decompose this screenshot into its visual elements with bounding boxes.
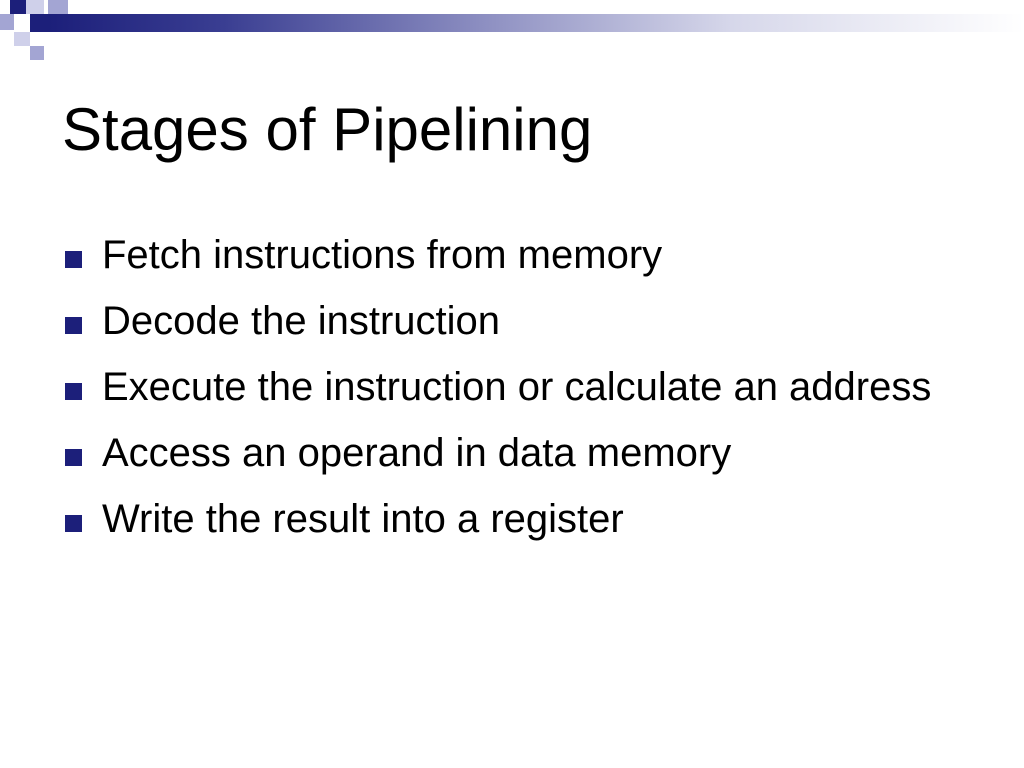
square-bullet-icon [65, 449, 82, 466]
bullet-item [64, 296, 944, 346]
bullet-text: Decode the instruction [102, 299, 501, 343]
square-bullet-icon [65, 251, 82, 268]
square-bullet-icon [65, 515, 82, 532]
header-gradient-bar [48, 14, 1024, 32]
bullet-item [64, 362, 944, 412]
square-bullet-icon [65, 317, 82, 334]
bullet-text: Fetch instructions from memory [102, 233, 663, 277]
bullet-item [64, 428, 944, 478]
bullet-text: Access an operand in data memory [102, 431, 732, 475]
bullet-text: Write the result into a register [102, 497, 624, 541]
bullet-item [64, 494, 944, 544]
slide-title: Stages of Pipelining [62, 96, 593, 163]
bullet-item [64, 230, 944, 280]
bullet-text: Execute the instruction or calculate an address [102, 365, 932, 409]
bullet-list [64, 230, 944, 560]
square-bullet-icon [65, 383, 82, 400]
